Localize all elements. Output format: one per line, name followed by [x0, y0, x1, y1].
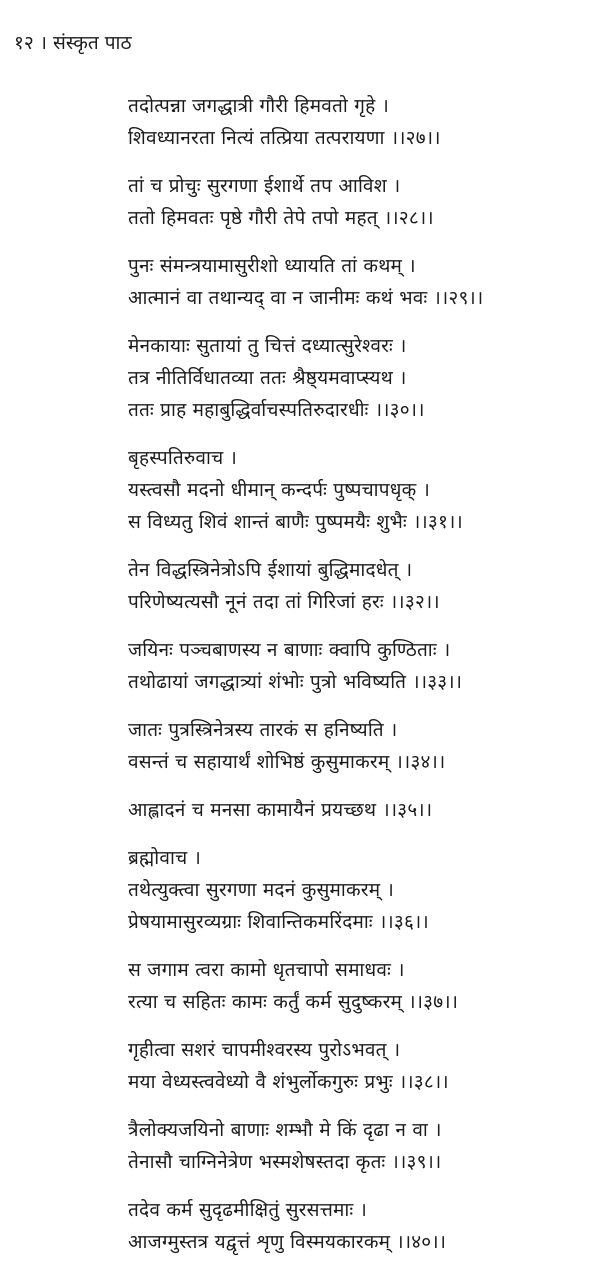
stanza-28: [128, 170, 598, 234]
verse-line: प्रेषयामासुरव्यग्राः शिवान्तिकमरिंदमाः ।।३६।।: [128, 911, 429, 933]
verse-line: आत्मानं वा तथान्यद् वा न जानीमः कथं भवः ।।२९।।: [128, 287, 484, 309]
verse-line: त्रैलोक्यजयिनो बाणाः शम्भौ मे किं दृढा न वा ।: [128, 1119, 442, 1141]
stanza-35: [128, 794, 598, 826]
verse-line: परिणेष्यत्यसौ नूनं तदा तां गिरिजां हरः ।।३२।।: [128, 591, 440, 613]
verse-line: स विध्यतु शिवं शान्तं बाणैः पुष्पमयैः शुभैः ।।३१।।: [128, 511, 463, 533]
speaker-heading: ब्रह्मोवाच ।: [128, 847, 201, 869]
verse-line: आजग्मुस्तत्र यद्वृत्तं शृणु विस्मयकारकम् ।।४०।।: [128, 1231, 447, 1253]
stanza-30: [128, 330, 598, 426]
stanza-39: [128, 1114, 598, 1178]
verse-line: स जगाम त्वरा कामो धृतचापो समाधवः ।: [128, 959, 405, 981]
stanza-33: [128, 634, 598, 698]
verse-line: शिवध्यानरता नित्यं तत्प्रिया तत्परायणा ।।२७।।: [128, 127, 441, 149]
stanza-34: [128, 714, 598, 778]
stanza-40: [128, 1194, 598, 1258]
verse-line: मेनकायाः सुतायां तु चित्तं दध्यात्सुरेश्वरः ।: [128, 335, 407, 357]
stanza-31: [128, 442, 598, 538]
stanza-36: [128, 842, 598, 938]
speaker-heading: बृहस्पतिरुवाच ।: [128, 447, 238, 469]
verse-line: तदेव कर्म सुदृढमीक्षितुं सुरसत्तमाः ।: [128, 1199, 367, 1221]
verse-line: तथोढायां जगद्धात्र्यां शंभोः पुत्रो भविष्यति ।।३३।।: [128, 671, 463, 693]
verse-line: ततः प्राह महाबुद्धिर्वाचस्पतिरुदारधीः ।।३०।।: [128, 399, 425, 421]
verse-line: आह्लादनं च मनसा कामायैनं प्रयच्छथ ।।३५।।: [128, 799, 433, 821]
verse-block: [128, 90, 598, 1274]
stanza-37: [128, 954, 598, 1018]
stanza-32: [128, 554, 598, 618]
verse-line: तेनासौ चाग्निनेत्रेण भस्मशेषस्तदा कृतः ।।३९।।: [128, 1151, 442, 1173]
verse-line: तथेत्युक्त्वा सुरगणा मदनं कुसुमाकरम् ।: [128, 879, 394, 901]
verse-line: तत्र नीतिर्विधातव्या ततः श्रैष्ठ्यमवाप्स्यथ ।: [128, 367, 407, 389]
verse-line: तां च प्रोचुः सुरगणा ईशार्थे तप आविश ।: [128, 175, 401, 197]
verse-line: जातः पुत्रस्त्रिनेत्रस्य तारकं स हनिष्यति ।: [128, 719, 398, 741]
verse-line: पुनः संमन्त्रयामासुरीशो ध्यायति तां कथम् ।: [128, 255, 416, 277]
verse-line: तदोत्पन्ना जगद्धात्री गौरी हिमवतो गृहे ।: [128, 95, 390, 117]
verse-line: मया वेध्यस्त्ववेध्यो वै शंभुर्लोकगुरुः प्रभुः ।।३८।।: [128, 1071, 449, 1093]
stanza-29: [128, 250, 598, 314]
stanza-38: [128, 1034, 598, 1098]
verse-line: यस्त्वसौ मदनो धीमान् कन्दर्पः पुष्पचापधृक् ।: [128, 479, 431, 501]
verse-line: गृहीत्वा सशरं चापमीश्वरस्य पुरोऽभवत् ।: [128, 1039, 401, 1061]
verse-line: ततो हिमवतः पृष्ठे गौरी तेपे तपो महत् ।।२८।।: [128, 207, 434, 229]
verse-line: तेन विद्धस्त्रिनेत्रोऽपि ईशायां बुद्धिमादधेत् ।: [128, 559, 413, 581]
stanza-27: [128, 90, 598, 154]
verse-line: जयिनः पञ्चबाणस्य न बाणाः क्वापि कुण्ठिताः ।: [128, 639, 451, 661]
verse-line: रत्या च सहितः कामः कर्तुं कर्म सुदुष्करम् ।।३७।।: [128, 991, 459, 1013]
verse-line: वसन्तं च सहायार्थं शोभिष्ठं कुसुमाकरम् ।।३४।।: [128, 751, 446, 773]
running-head: १२ । संस्कृत पाठ: [14, 32, 132, 54]
